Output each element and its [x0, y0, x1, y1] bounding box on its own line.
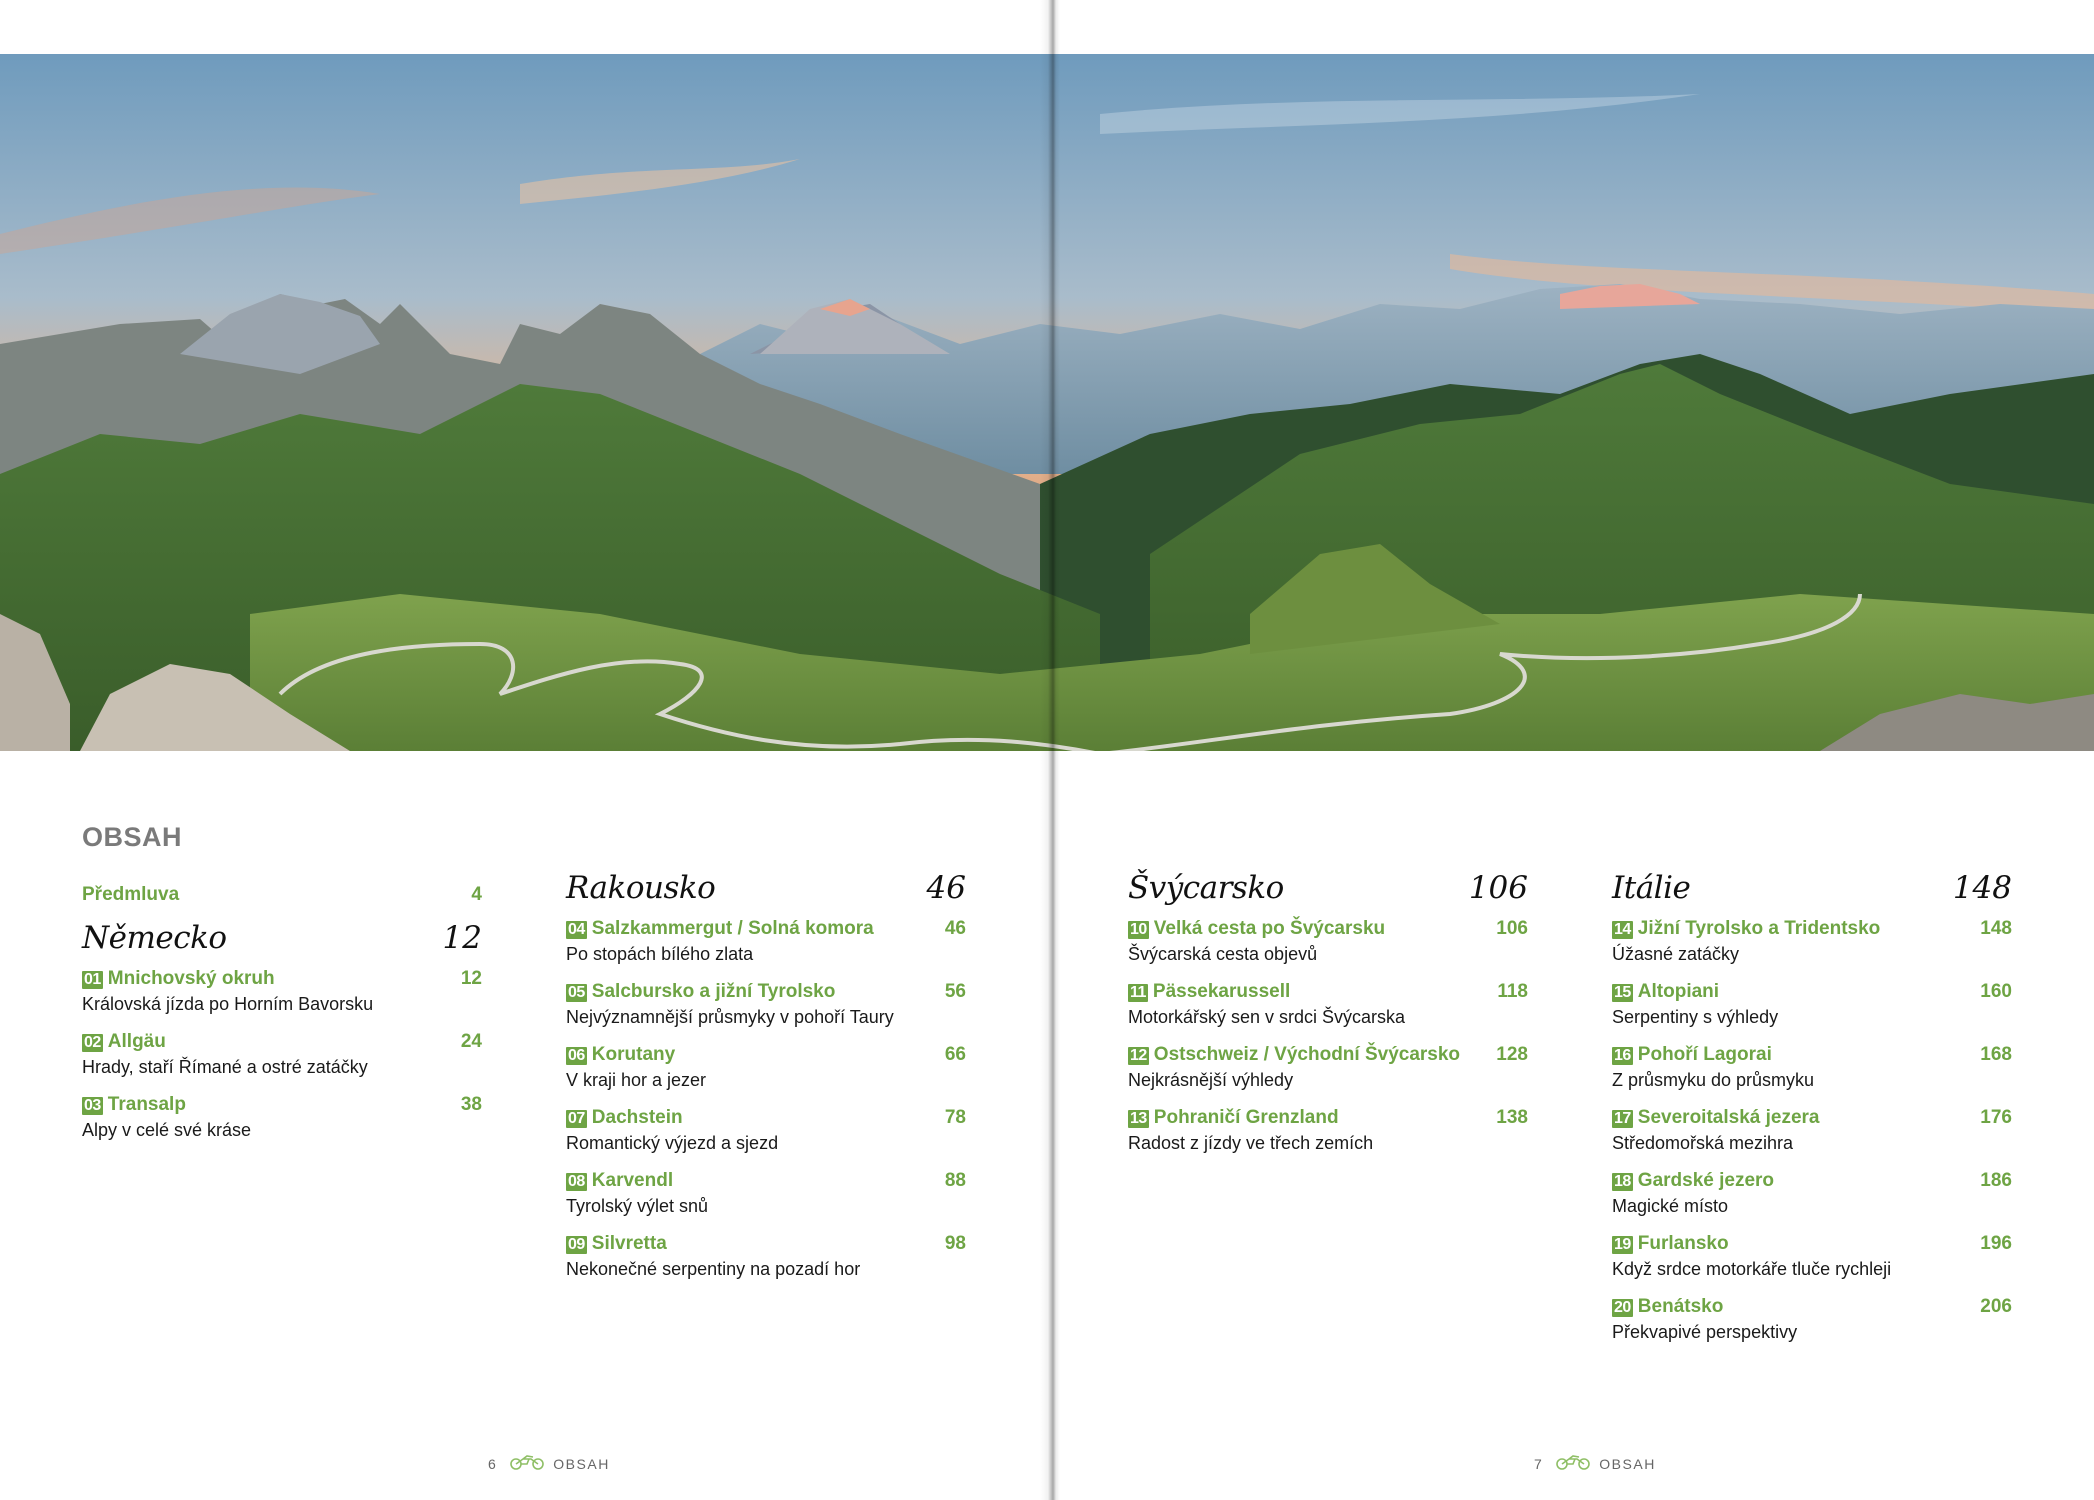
route-subtitle: Když srdce motorkáře tluče rychleji	[1612, 1259, 1892, 1279]
route-title: Korutany	[591, 1044, 676, 1065]
route-number-badge: 10	[1130, 921, 1147, 938]
route-subtitle: Romantický výjezd a sjezd	[566, 1133, 779, 1153]
route-title: Severoitalská jezera	[1637, 1107, 1820, 1128]
route-title: Altopiani	[1637, 981, 1720, 1002]
toc-entry[interactable]	[1612, 1170, 2012, 1217]
route-page: 12	[460, 968, 482, 989]
motorcycle-icon	[1555, 1454, 1591, 1473]
route-subtitle: Nejvýznamnější průsmyky v pohoří Taury	[566, 1007, 894, 1027]
book-gutter-shadow	[1040, 0, 1060, 1500]
route-page: 118	[1497, 981, 1528, 1002]
toc-entry[interactable]	[1612, 1296, 2012, 1343]
country-page: 12	[442, 920, 482, 956]
route-page: 138	[1496, 1107, 1528, 1128]
route-subtitle: Alpy v celé své kráse	[82, 1120, 252, 1140]
route-page: 46	[944, 918, 966, 939]
toc-entry[interactable]	[1128, 1044, 1528, 1091]
route-number-badge: 02	[84, 1034, 101, 1051]
toc-entry[interactable]	[566, 1170, 966, 1217]
toc-entry[interactable]	[566, 981, 966, 1028]
toc-entry[interactable]	[82, 1094, 482, 1141]
route-title: Gardské jezero	[1637, 1170, 1775, 1191]
motorcycle-icon	[509, 1454, 545, 1473]
route-subtitle: Serpentiny s výhledy	[1612, 1007, 1779, 1027]
toc-entry[interactable]	[1128, 918, 1528, 965]
route-number-badge: 03	[84, 1097, 101, 1114]
route-title: Jižní Tyrolsko a Tridentsko	[1637, 918, 1881, 939]
country-page: 148	[1952, 870, 2012, 906]
route-page: 206	[1980, 1296, 2012, 1317]
toc-entry[interactable]	[1612, 1233, 2012, 1280]
route-number-badge: 04	[568, 921, 585, 938]
route-page: 56	[944, 981, 966, 1002]
country-heading-italy	[1612, 870, 2012, 906]
toc-entry[interactable]	[1128, 981, 1528, 1028]
country-heading-germany	[82, 920, 482, 956]
route-title: Salzkammergut / Solná komora	[591, 918, 874, 939]
toc-column-germany	[82, 884, 482, 1157]
country-name: Itálie	[1612, 870, 1691, 906]
route-subtitle: Tyrolský výlet snů	[566, 1196, 709, 1216]
route-page: 38	[460, 1094, 482, 1115]
route-title: Mnichovský okruh	[107, 968, 275, 989]
route-subtitle: Po stopách bílého zlata	[566, 944, 754, 964]
route-title: Salcbursko a jižní Tyrolsko	[591, 981, 836, 1002]
country-name: Rakousko	[566, 870, 716, 906]
route-subtitle: Radost z jízdy ve třech zemích	[1128, 1133, 1374, 1153]
route-title: Pohraničí Grenzland	[1153, 1107, 1339, 1128]
route-page: 24	[460, 1031, 482, 1052]
toc-entry[interactable]	[82, 1031, 482, 1078]
route-title: Dachstein	[591, 1107, 683, 1128]
toc-column-austria	[566, 870, 966, 1296]
route-title: Allgäu	[107, 1031, 166, 1052]
route-title: Karvendl	[591, 1170, 674, 1191]
route-number-badge: 17	[1614, 1110, 1631, 1127]
route-number-badge: 16	[1614, 1047, 1631, 1064]
page-footer-left	[488, 1454, 610, 1473]
route-subtitle: Švýcarská cesta objevů	[1128, 944, 1318, 964]
route-number-badge: 20	[1614, 1299, 1631, 1316]
toc-entry[interactable]	[1612, 1044, 2012, 1091]
route-title: Silvretta	[591, 1233, 667, 1254]
route-number-badge: 14	[1614, 921, 1631, 938]
country-page: 46	[926, 870, 966, 906]
country-name: Švýcarsko	[1128, 870, 1284, 906]
country-page: 106	[1468, 870, 1528, 906]
preface-page: 4	[471, 884, 482, 905]
route-number-badge: 13	[1130, 1110, 1147, 1127]
route-number-badge: 18	[1614, 1173, 1631, 1190]
page-number: 7	[1534, 1455, 1544, 1472]
route-subtitle: Motorkářský sen v srdci Švýcarska	[1128, 1007, 1406, 1027]
route-number-badge: 15	[1614, 984, 1631, 1001]
page-footer-right	[1534, 1454, 1656, 1473]
toc-entry[interactable]	[82, 968, 482, 1015]
page-title: OBSAH	[82, 822, 183, 852]
route-page: 168	[1980, 1044, 2012, 1065]
toc-entry[interactable]	[1612, 981, 2012, 1028]
route-subtitle: Z průsmyku do průsmyku	[1612, 1070, 1815, 1090]
route-page: 88	[944, 1170, 966, 1191]
country-heading-austria	[566, 870, 966, 906]
toc-entry[interactable]	[566, 1233, 966, 1280]
route-title: Pässekarussell	[1152, 981, 1291, 1002]
route-number-badge: 07	[568, 1110, 585, 1127]
country-name: Německo	[82, 920, 227, 956]
page-number: 6	[488, 1455, 498, 1472]
route-number-badge: 19	[1614, 1236, 1631, 1253]
route-subtitle: Překvapivé perspektivy	[1612, 1322, 1798, 1342]
route-page: 176	[1980, 1107, 2012, 1128]
route-page: 106	[1496, 918, 1528, 939]
preface-title: Předmluva	[82, 884, 180, 905]
route-title: Benátsko	[1637, 1296, 1724, 1317]
route-title: Pohoří Lagorai	[1637, 1044, 1772, 1065]
route-page: 66	[944, 1044, 966, 1065]
route-subtitle: Nekonečné serpentiny na pozadí hor	[566, 1259, 861, 1279]
route-subtitle: Středomořská mezihra	[1612, 1133, 1794, 1153]
route-page: 128	[1496, 1044, 1528, 1065]
route-title: Velká cesta po Švýcarsku	[1153, 918, 1386, 939]
route-number-badge: 09	[568, 1236, 585, 1253]
toc-entry[interactable]	[1612, 918, 2012, 965]
route-subtitle: Magické místo	[1612, 1196, 1729, 1216]
route-number-badge: 05	[568, 984, 585, 1001]
route-number-badge: 08	[568, 1173, 585, 1190]
toc-entry[interactable]	[566, 918, 966, 965]
route-subtitle: Královská jízda po Horním Bavorsku	[82, 994, 374, 1014]
toc-column-italy	[1612, 870, 2012, 1359]
route-page: 196	[1980, 1233, 2012, 1254]
country-heading-switzerland	[1128, 870, 1528, 906]
route-page: 78	[944, 1107, 966, 1128]
route-number-badge: 12	[1130, 1047, 1147, 1064]
route-page: 98	[944, 1233, 966, 1254]
route-title: Transalp	[107, 1094, 186, 1115]
toc-entry[interactable]	[566, 1107, 966, 1154]
route-page: 186	[1980, 1170, 2012, 1191]
toc-column-switzerland	[1128, 870, 1528, 1170]
route-title: Furlansko	[1637, 1233, 1729, 1254]
route-number-badge: 11	[1130, 984, 1146, 1001]
footer-label: OBSAH	[1599, 1455, 1656, 1472]
route-subtitle: Úžasné zatáčky	[1612, 944, 1740, 964]
route-subtitle: V kraji hor a jezer	[566, 1070, 707, 1090]
route-subtitle: Hrady, staří Římané a ostré zatáčky	[82, 1057, 368, 1077]
route-page: 160	[1980, 981, 2012, 1002]
footer-label: OBSAH	[553, 1455, 610, 1472]
toc-entry[interactable]	[1128, 1107, 1528, 1154]
route-page: 148	[1980, 918, 2012, 939]
route-title: Ostschweiz / Východní Švýcarsko	[1153, 1044, 1461, 1065]
toc-entry[interactable]	[566, 1044, 966, 1091]
route-subtitle: Nejkrásnější výhledy	[1128, 1070, 1294, 1090]
toc-entry[interactable]	[1612, 1107, 2012, 1154]
route-number-badge: 06	[568, 1047, 585, 1064]
route-number-badge: 01	[84, 971, 101, 988]
toc-entry-preface[interactable]	[82, 884, 482, 906]
